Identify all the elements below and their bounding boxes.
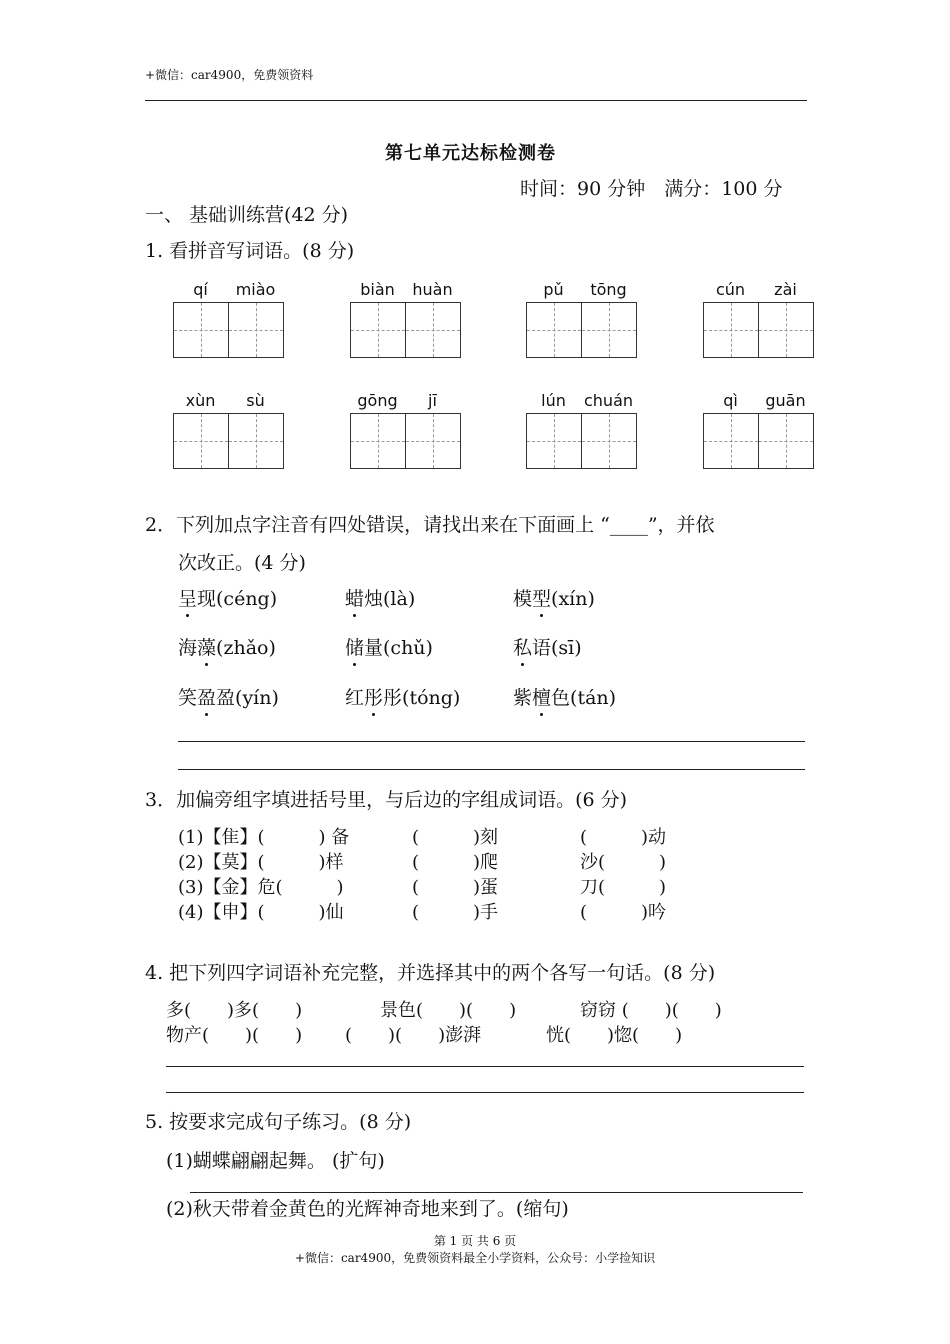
q2-item — [178, 633, 276, 660]
q4-word[interactable]: 多( )多( ) — [166, 1000, 303, 1021]
page-title: 第七单元达标检测卷 — [385, 143, 556, 164]
q5-sentence-2: (2)秋天带着金黄色的光辉神奇地来到了。(缩句) — [166, 1198, 569, 1220]
q3-cell[interactable]: (4)【申】( )仙 — [178, 902, 344, 923]
q2-item-text: 盈(yín) — [216, 687, 279, 709]
q2-item-text: (xín) — [551, 588, 595, 610]
q2-item — [178, 683, 279, 710]
q3-cell[interactable]: 沙( ) — [580, 852, 667, 873]
pinyin-syllable: tōng — [590, 280, 627, 299]
pinyin-syllable: miào — [235, 280, 276, 299]
q2-item-text: 模 — [513, 588, 533, 610]
q3-cell[interactable]: ( )吟 — [580, 902, 667, 923]
q2-item-text: (zhǎo) — [216, 637, 276, 659]
pinyin-syllable: gōng — [357, 391, 398, 410]
q3-title: 3．加偏旁组字填进括号里，与后边的字组成词语。(6 分) — [145, 789, 628, 811]
q5-sentence-1: (1)蝴蝶翩翩起舞。 (扩句) — [166, 1150, 385, 1172]
q2-answer-line[interactable] — [178, 741, 805, 742]
q2-dotted-char: 檀 — [532, 683, 551, 710]
q2-item-text: 红 — [345, 687, 365, 709]
pinyin-syllable: xùn — [185, 391, 216, 410]
pinyin-syllable: sù — [246, 391, 265, 410]
q3-cell[interactable]: ( )蛋 — [412, 877, 499, 898]
q2-item-text: 语(sī) — [532, 637, 582, 659]
writing-box[interactable] — [758, 413, 814, 469]
q2-item-text: 笑 — [178, 687, 198, 709]
q2-item-text: 紫 — [513, 687, 533, 709]
q2-dotted-char: 藻 — [197, 633, 216, 660]
q1-title: 1. 看拼音写词语。(8 分) — [145, 240, 355, 262]
q2-item — [178, 584, 277, 611]
page-number: 第 1 页 共 6 页 — [433, 1234, 517, 1248]
q2-item — [345, 683, 460, 710]
writing-box[interactable] — [173, 302, 229, 358]
pinyin-syllable: chuán — [583, 391, 634, 410]
q2-item — [513, 683, 616, 710]
q2-title-cont: 次改正。(4 分) — [178, 552, 306, 574]
q2-dotted-char: 盈 — [197, 683, 216, 710]
writing-box[interactable] — [350, 302, 406, 358]
q4-word[interactable]: 恍( )惚( ) — [546, 1025, 683, 1046]
writing-box[interactable] — [526, 302, 582, 358]
q2-dotted-char: 蜡 — [345, 584, 364, 611]
time-info: 时间：90 分钟 满分：100 分 — [520, 178, 783, 200]
pinyin-syllable: qí — [193, 280, 208, 299]
q3-cell[interactable]: (3)【金】危( ) — [178, 877, 344, 898]
pinyin-syllable: pǔ — [543, 280, 564, 299]
writing-box[interactable] — [758, 302, 814, 358]
pinyin-syllable: jī — [428, 391, 437, 410]
writing-box[interactable] — [405, 302, 461, 358]
q4-word[interactable]: 物产( )( ) — [166, 1025, 303, 1046]
q5-title: 5. 按要求完成句子练习。(8 分) — [145, 1111, 412, 1133]
q2-dotted-char: 彤 — [364, 683, 383, 710]
q4-word[interactable]: 窃窃 ( )( ) — [580, 1000, 722, 1021]
q3-cell[interactable]: ( )爬 — [412, 852, 499, 873]
q2-item — [513, 584, 595, 611]
q2-item — [345, 633, 433, 660]
q2-item-text: 色(tán) — [551, 687, 617, 709]
q2-dotted-char: 储 — [345, 633, 364, 660]
writing-box[interactable] — [526, 413, 582, 469]
writing-box[interactable] — [350, 413, 406, 469]
q2-dotted-char: 型 — [532, 584, 551, 611]
q3-cell[interactable]: (2)【莫】( )样 — [178, 852, 344, 873]
q3-cell[interactable]: (1)【隹】( ) 备 — [178, 827, 350, 848]
writing-box[interactable] — [703, 302, 759, 358]
q3-cell[interactable]: ( )手 — [412, 902, 499, 923]
writing-box[interactable] — [405, 413, 461, 469]
q5-answer-line[interactable] — [190, 1192, 803, 1193]
q2-item-text: 烛(là) — [364, 588, 416, 610]
pinyin-syllable: guān — [765, 391, 806, 410]
section-1-heading: 一、 基础训练营(42 分) — [145, 204, 349, 226]
writing-box[interactable] — [703, 413, 759, 469]
q4-word[interactable]: 景色( )( ) — [380, 1000, 517, 1021]
q2-item-text: 量(chǔ) — [364, 637, 433, 659]
q2-answer-line[interactable] — [178, 769, 805, 770]
q2-item — [513, 633, 582, 660]
pinyin-syllable: biàn — [360, 280, 395, 299]
q3-cell[interactable]: ( )刻 — [412, 827, 499, 848]
q4-answer-line[interactable] — [166, 1092, 804, 1093]
pinyin-syllable: huàn — [412, 280, 453, 299]
pinyin-syllable: zài — [774, 280, 797, 299]
pinyin-syllable: qì — [723, 391, 738, 410]
q3-cell[interactable]: ( )动 — [580, 827, 667, 848]
writing-box[interactable] — [228, 413, 284, 469]
q2-title: 2．下列加点字注音有四处错误，请找出来在下面画上 “____”，并依 — [145, 514, 715, 536]
q2-dotted-char: 私 — [513, 633, 532, 660]
writing-box[interactable] — [228, 302, 284, 358]
q2-dotted-char: 呈 — [178, 584, 197, 611]
header-divider — [145, 100, 807, 101]
q2-item-text: 彤(tóng) — [383, 687, 461, 709]
pinyin-syllable: cún — [715, 280, 746, 299]
q4-word[interactable]: ( )( )澎湃 — [345, 1025, 482, 1046]
writing-box[interactable] — [581, 413, 637, 469]
footer-text: +微信：car4900，免费领资料最全小学资料，公众号：小学捡知识 — [294, 1251, 656, 1265]
q2-item — [345, 584, 415, 611]
q2-item-text: 现(céng) — [197, 588, 278, 610]
writing-box[interactable] — [173, 413, 229, 469]
q2-item-text: 海 — [178, 637, 198, 659]
q4-answer-line[interactable] — [166, 1066, 804, 1067]
q4-title: 4. 把下列四字词语补充完整，并选择其中的两个各写一句话。(8 分) — [145, 962, 716, 984]
writing-box[interactable] — [581, 302, 637, 358]
header-text: +微信：car4900，免费领资料 — [145, 68, 314, 82]
pinyin-syllable: lún — [541, 391, 566, 410]
q3-cell[interactable]: 刀( ) — [580, 877, 667, 898]
